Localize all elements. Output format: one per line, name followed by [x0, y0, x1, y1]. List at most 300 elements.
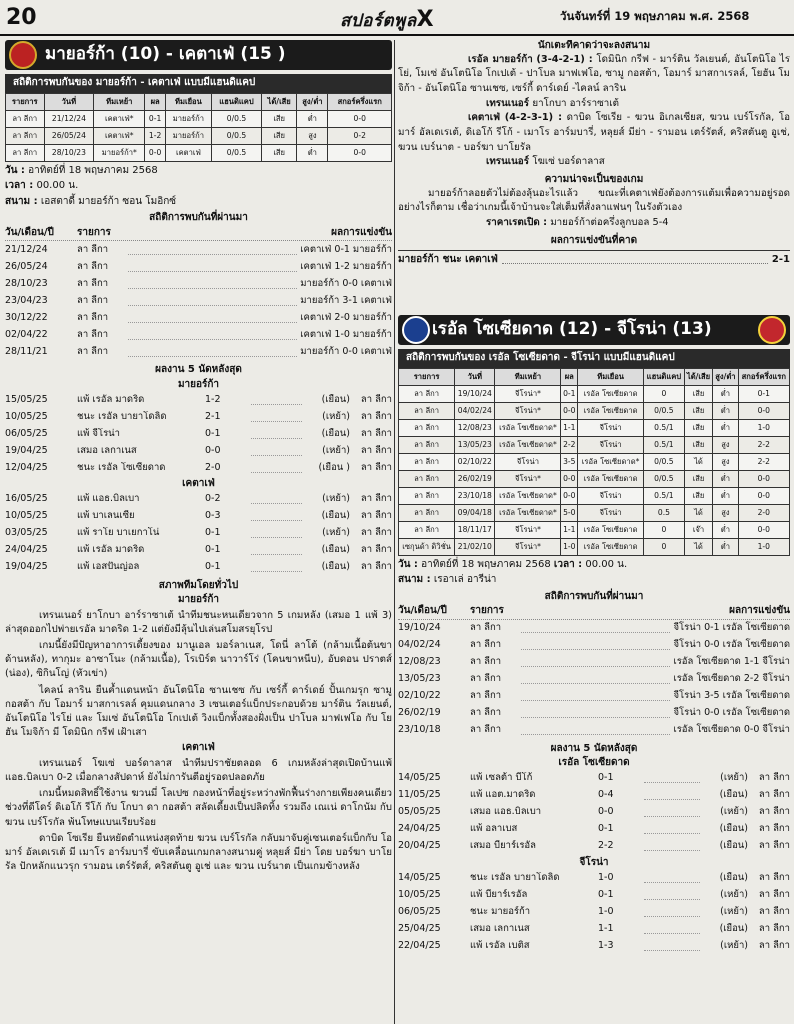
match-banner-sociedad-girona [398, 315, 790, 345]
form-row [5, 391, 392, 408]
h2h-row [5, 309, 392, 326]
h2h-date: 28/11/21 [5, 345, 48, 357]
table-cell: มายอร์ก้า [165, 127, 211, 144]
form-row [398, 838, 790, 855]
overview-paragraph: เทรนเนอร์ โฆเซ่ บอร์ดาลาส นำทีมปราชัยตลอด 6 เกมหลังล่าสุดเปิดบ้านแพ้ แอธ.บิลเบา 0-2 เมื่อกลางสัปดาห์ ยังไม่การันตีอยู่รอดปลอดภัย [5, 757, 392, 784]
form-date: 06/05/25 [398, 905, 441, 917]
form-score: 2-2 [598, 840, 614, 852]
table-cell: 0-0 [561, 470, 578, 487]
table-cell: 0-0 [561, 487, 578, 504]
table-cell: 1-2 [145, 127, 166, 144]
table-header-cell: รายการ [399, 368, 455, 385]
table-cell: เรอัล โซเซียดาด* [495, 419, 561, 436]
table-row [399, 453, 790, 470]
h2h-dots [521, 691, 670, 701]
form-opponent: เสมอ แอธ.บิลเบา [470, 806, 542, 818]
h2h-result: เรอัล โซเซียดาด 0-0 จีโรน่า [673, 724, 790, 736]
h2h-row [398, 722, 790, 739]
table-cell: 0.5/1 [644, 436, 685, 453]
h2h-dots [521, 708, 670, 718]
form-opponent: แพ้ แอต.มาดริด [470, 789, 536, 801]
h2h-date: 26/02/19 [398, 707, 441, 719]
handicap-table-title: สถิติการพบกันของ มายอร์ก้า - เคตาเฟ่ แบบมีแฮนดิแคป [5, 74, 392, 93]
table-cell: ต่ำ [297, 110, 328, 127]
h2h-row [398, 705, 790, 722]
table-cell: 23/10/18 [455, 487, 495, 504]
form-team-sociedad: เรอัล โซเซียดาด [558, 757, 630, 768]
form-score: 1-3 [598, 939, 614, 951]
away-trainer: เทรนเนอร์ โฆเซ่ บอร์ดาลาส [486, 156, 605, 168]
h2h-dots [128, 296, 297, 306]
h2h-dots [521, 725, 670, 735]
h2h-date: 23/04/23 [5, 294, 48, 306]
form-competition: ลา ลีกา [758, 922, 790, 934]
h2h-date: 30/12/22 [5, 311, 48, 323]
form-row [5, 408, 392, 425]
match-date-time: วัน : อาทิตย์ที่ 18 พฤษภาคม 2568 เวลา : 00.00 น. [398, 558, 628, 570]
form-score: 0-1 [598, 823, 614, 835]
table-cell: 1-0 [738, 419, 789, 436]
table-cell: ลา ลีกา [399, 487, 455, 504]
table-cell: 0/0.5 [644, 470, 685, 487]
lineup-title: นักเตะที่คาดว่าจะลงสนาม [537, 40, 651, 51]
form-venue: (เยือน) [321, 427, 350, 439]
match-title: เรอัล โซเซียดาด (12) - จีโรน่า (13) [432, 319, 712, 340]
form-list-getafe [5, 491, 392, 576]
right-column [398, 40, 790, 1024]
form-competition: ลา ลีกา [360, 544, 392, 556]
form-date: 20/04/25 [398, 840, 441, 852]
form-venue: (เยือน) [321, 393, 350, 405]
h2h-row [5, 275, 392, 292]
match-date: วัน : อาทิตย์ที่ 18 พฤษภาคม 2568 [5, 164, 158, 176]
table-cell: 0-0 [328, 144, 392, 161]
table-cell: ต่ำ [713, 487, 738, 504]
table-cell: ต่ำ [713, 402, 738, 419]
form-dots [644, 873, 700, 883]
table-cell: 1-0 [738, 538, 789, 555]
table-cell: มายอร์ก้า* [94, 144, 145, 161]
table-cell: มายอร์ก้า [165, 110, 211, 127]
overview-paragraph: ดาบิด โซเรีย ยืนหยัดตำแหน่งสุดท้าย ฆวน เบร์โรกัล กลับมาจับคู่เซนเตอร์แบ็กกับ โอมาร์ อัลเดเรเต้ มี เมาโร อาร์มบารี่ ขับเคลื่อนเกมกลางสนามคู่ หลุยส์ มีย่า โดย บอร์ฆา บาโยรัล ปักหลักแนวรุก รามอน เตร์รัตส์, คริสตันตู อูเช่ และ ฆวน เบร์นาต เป็นเกมข้างหลัง [5, 832, 392, 873]
table-cell: เรอัล โซเซียดาด [578, 402, 644, 419]
h2h-list [5, 241, 392, 360]
table-cell: จีโรน่า* [495, 538, 561, 555]
table-header-row [6, 93, 392, 110]
h2h-result: เคตาเฟ่ 1-0 มายอร์ก้า [300, 328, 392, 340]
h2h-title: สถิติการพบกันที่ผ่านมา [149, 212, 248, 223]
form-list-sociedad [398, 770, 790, 855]
table-cell: จีโรน่า [578, 487, 644, 504]
prediction-score: 2-1 [771, 254, 790, 266]
table-row [399, 419, 790, 436]
form-date: 24/04/25 [5, 544, 48, 556]
form-row [398, 804, 790, 821]
left-column [5, 40, 392, 1024]
table-cell: 21/12/24 [44, 110, 94, 127]
form-dots [644, 773, 700, 783]
table-cell: เรอัล โซเซียดาด [578, 521, 644, 538]
h2h-date: 12/08/23 [398, 656, 441, 668]
possibility-title: ความน่าจะเป็นของเกม [544, 174, 644, 185]
match-banner-mallorca-getafe [5, 40, 392, 70]
h2h-competition: ลา ลีกา [470, 639, 502, 651]
table-cell: 0.5 [644, 504, 685, 521]
table-cell: 12/08/23 [455, 419, 495, 436]
h2h-date: 26/05/24 [5, 260, 48, 272]
table-cell: 0/0.5 [211, 110, 261, 127]
table-cell: 21/02/10 [455, 538, 495, 555]
form-competition: ลา ลีกา [360, 427, 392, 439]
table-cell: 1-1 [561, 419, 578, 436]
table-cell: 2-0 [738, 504, 789, 521]
form-title: ผลงาน 5 นัดหลังสุด [155, 364, 242, 375]
table-cell: 2-2 [738, 436, 789, 453]
table-row [399, 385, 790, 402]
form-date: 19/04/25 [5, 561, 48, 573]
table-cell: เรอัล โซเซียดาด [578, 538, 644, 555]
table-cell: จีโรน่า [578, 504, 644, 521]
form-date: 12/04/25 [5, 461, 48, 473]
form-opponent: เสมอ บียาร์เรอัล [470, 840, 536, 852]
form-score: 0-1 [598, 772, 614, 784]
h2h-competition: ลา ลีกา [470, 656, 502, 668]
table-cell: 1-0 [561, 538, 578, 555]
form-row [5, 491, 392, 508]
table-header-cell: ทีมเหย้า [94, 93, 145, 110]
form-venue: (เยือน) [321, 544, 350, 556]
h2h-date: 19/10/24 [398, 622, 441, 634]
table-cell: 0-1 [738, 385, 789, 402]
h2h-competition: ลา ลีกา [470, 622, 502, 634]
form-opponent: แพ้ เรอัล เบติส [470, 939, 530, 951]
form-dots [251, 429, 302, 439]
table-row [6, 110, 392, 127]
table-cell: 19/10/24 [455, 385, 495, 402]
form-score: 0-1 [205, 527, 221, 539]
form-score: 1-1 [598, 922, 614, 934]
table-row [6, 127, 392, 144]
h2h-dots [128, 245, 297, 255]
overview-team-getafe: เคตาเฟ่ [182, 742, 215, 754]
form-venue: (เยือน) [321, 510, 350, 522]
h2h-competition: ลา ลีกา [77, 328, 109, 340]
form-competition: ลา ลีกา [758, 840, 790, 852]
form-competition: ลา ลีกา [758, 905, 790, 917]
form-dots [644, 807, 700, 817]
table-cell: 5-0 [561, 504, 578, 521]
form-date: 24/04/25 [398, 823, 441, 835]
h2h-header: วัน/เดือน/ปี รายการ ผลการแข่งขัน [5, 227, 392, 242]
form-score: 1-0 [598, 905, 614, 917]
opening-odds: ราคาเรตเปิด : มายอร์ก้าต่อครึ่งลูกบอล 5-4 [486, 216, 669, 228]
overview-paragraph: เกมนี้หมดสิทธิ์ใช้งาน ฆวนมี่ โลเปซ กองหน้าที่อยู่ระหว่างพักฟื้นร่างกายเพียงคนเดียว ช่วงที่ดีโดร์ ดิเอโก้ รีโก้ กับ โกบา ดา กอสต้า สลัดเดี้ยงเป็นปลิดทิ้ง รวมถึง เณเน่ ดาโกนัม กับ ฆวน เบร์โรกัล พ้นโทษแบนเรียบร้อย [5, 788, 392, 828]
column-divider [394, 40, 395, 1024]
table-row [399, 470, 790, 487]
match-venue: สนาม : เอสตาดี้ มายอร์ก้า ซอน โมอิกซ์ [5, 195, 177, 207]
form-opponent: แพ้ แอธ.บิลเบา [77, 493, 140, 505]
table-cell: ได้ [684, 453, 712, 470]
form-date: 19/04/25 [5, 444, 48, 456]
h2h-result: เคตาเฟ่ 0-1 มายอร์ก้า [300, 243, 392, 255]
form-dots [251, 528, 302, 538]
form-venue: (เหย้า) [322, 444, 350, 456]
table-cell: เสีย [684, 487, 712, 504]
brand-name: สปอร์ตพูล [340, 11, 417, 31]
form-dots [644, 824, 700, 834]
h2h-result: จีโรน่า 3-5 เรอัล โซเซียดาด [673, 690, 790, 702]
form-opponent: ชนะ เรอัล บายาโดลิด [470, 871, 560, 883]
table-row [6, 144, 392, 161]
prediction-row [398, 250, 790, 267]
table-row [399, 504, 790, 521]
table-header-row [399, 368, 790, 385]
table-cell: ลา ลีกา [399, 504, 455, 521]
table-cell: ต่ำ [713, 538, 738, 555]
form-row [398, 770, 790, 787]
table-cell: จีโรน่า* [495, 402, 561, 419]
form-dots [644, 907, 700, 917]
h2h-competition: ลา ลีกา [77, 311, 109, 323]
table-row [399, 538, 790, 555]
h2h-header: วัน/เดือน/ปี รายการ ผลการแข่งขัน [398, 605, 790, 620]
prediction-text: มายอร์ก้า ชนะ เคตาเฟ่ [398, 254, 498, 266]
handicap-table [398, 368, 790, 556]
table-cell: สูง [713, 453, 738, 470]
form-row [398, 886, 790, 903]
table-cell: จีโรน่า [578, 419, 644, 436]
form-dots [251, 545, 302, 555]
table-cell: สูง [713, 504, 738, 521]
form-opponent: ชนะ มายอร์ก้า [470, 905, 531, 917]
table-cell: ได้ [684, 504, 712, 521]
h2h-date: 02/10/22 [398, 690, 441, 702]
table-cell: 0 [644, 521, 685, 538]
table-cell: เจ๊า [684, 521, 712, 538]
form-list-mallorca [5, 391, 392, 476]
form-opponent: แพ้ บียาร์เรอัล [470, 888, 528, 900]
h2h-dots [128, 279, 297, 289]
table-cell: จีโรน่า* [495, 385, 561, 402]
table-cell: 09/04/18 [455, 504, 495, 521]
form-score: 0-1 [598, 888, 614, 900]
h2h-row [5, 292, 392, 309]
h2h-result: มายอร์ก้า 0-0 เคตาเฟ่ [300, 345, 392, 357]
form-venue: (เยือน) [719, 823, 748, 835]
table-row [399, 402, 790, 419]
h2h-dots [521, 674, 670, 684]
form-competition: ลา ลีกา [758, 888, 790, 900]
form-venue: (เหย้า) [720, 939, 748, 951]
form-venue: (เหย้า) [322, 410, 350, 422]
h2h-competition: ลา ลีกา [470, 724, 502, 736]
form-score: 0-0 [598, 806, 614, 818]
form-competition: ลา ลีกา [360, 561, 392, 573]
form-row [5, 559, 392, 576]
form-competition: ลา ลีกา [758, 939, 790, 951]
table-cell: เรอัล โซเซียดาด* [495, 487, 561, 504]
table-cell: จีโรน่า* [495, 470, 561, 487]
h2h-row [5, 326, 392, 343]
sociedad-crest-icon [402, 316, 430, 344]
table-cell: ลา ลีกา [399, 470, 455, 487]
h2h-dots [521, 640, 670, 650]
form-row [398, 787, 790, 804]
form-score: 0-1 [205, 427, 221, 439]
table-cell: เรอัล โซเซียดาด [578, 385, 644, 402]
table-cell: 0-1 [561, 385, 578, 402]
h2h-title: สถิติการพบกันที่ผ่านมา [544, 590, 644, 602]
table-cell: 0-0 [738, 521, 789, 538]
table-cell: 0-0 [738, 402, 789, 419]
form-date: 10/05/25 [398, 888, 441, 900]
h2h-competition: ลา ลีกา [470, 690, 502, 702]
form-venue: (เยือน) [719, 789, 748, 801]
form-score: 1-0 [598, 871, 614, 883]
form-competition: ลา ลีกา [758, 871, 790, 883]
overview-paragraph: เทรนเนอร์ ยาโกบา อาร์ราซาเต้ นำทีมชนะหนเดียวจาก 5 เกมหลัง (เสมอ 1 แพ้ 3) ล่าสุดออกไปพ่ายเรอัล มาดริด 1-2 แต่ยังมีลุ้นไปเล่นสโมสรยุโรป [5, 609, 392, 635]
form-venue: (เหย้า) [720, 905, 748, 917]
table-cell: ลา ลีกา [6, 110, 45, 127]
overview-title: สภาพทีมโดยทั่วไป [158, 579, 239, 591]
form-venue: (เหย้า) [720, 806, 748, 818]
form-score: 0-4 [598, 789, 614, 801]
form-dots [644, 924, 700, 934]
form-date: 10/05/25 [5, 410, 48, 422]
table-header-cell: สกอร์ครึ่งแรก [738, 368, 789, 385]
table-cell: ลา ลีกา [399, 453, 455, 470]
table-cell: ลา ลีกา [6, 144, 45, 161]
table-row [399, 436, 790, 453]
table-cell: เสีย [684, 402, 712, 419]
form-row [398, 903, 790, 920]
table-cell: สูง [713, 436, 738, 453]
h2h-row [5, 241, 392, 258]
overview-paragraph: ไคลน์ ลาริน ยืนค้ำแดนหน้า อันโตนิโอ ซานเชซ กับ เซร์กี้ ดาร์เดย์ ปั้นเกมรุก ซามู กอสต้า กับ โอมาร์ มาสกาเรลล์ คุมแดนกลาง 3 เซนเตอร์แบ็กประกอบด้วย มาร์ติน วัลเยนต์, อันโตนิโอ ไรโย่ และ โมเซ่ อันโตนิโอ โกเปเต้ วิงแบ็กทั้งสองฝั่งเป็น ปาโบล มาฟเฟโอ กับ โยฮัน โมจิก้า มี โดมินิก กรีฟ เฝ้าเสา [5, 684, 392, 739]
form-dots [644, 841, 700, 851]
form-list-girona [398, 869, 790, 954]
h2h-row [398, 620, 790, 637]
h2h-result: เรอัล โซเซียดาด 2-2 จีโรน่า [673, 673, 790, 685]
table-cell: 0/0.5 [644, 402, 685, 419]
table-header-cell: แฮนดิแคป [211, 93, 261, 110]
h2h-dots [128, 330, 297, 340]
h2h-date: 02/04/22 [5, 328, 48, 340]
form-opponent: แพ้ จีโรน่า [77, 427, 121, 439]
h2h-competition: ลา ลีกา [470, 673, 502, 685]
form-date: 25/04/25 [398, 922, 441, 934]
form-venue: (เยือน) [719, 922, 748, 934]
table-header-cell: ผล [561, 368, 578, 385]
table-cell: ต่ำ [713, 470, 738, 487]
table-cell: เคตาเฟ่ [165, 144, 211, 161]
h2h-competition: ลา ลีกา [77, 277, 109, 289]
table-cell: เสีย [262, 110, 297, 127]
table-cell: ลา ลีกา [399, 436, 455, 453]
form-dots [644, 790, 700, 800]
h2h-competition: ลา ลีกา [77, 260, 109, 272]
form-team-getafe: เคตาเฟ่ [182, 478, 215, 489]
table-cell: เสีย [262, 144, 297, 161]
table-cell: เสีย [684, 470, 712, 487]
table-cell: 0/0.5 [211, 144, 261, 161]
match-block-sociedad-girona [398, 315, 790, 954]
form-score: 2-1 [205, 410, 221, 422]
handicap-table-title: สถิติการพบกันของ เรอัล โซเซียดาด - จีโรน่า แบบมีแฮนดิแคป [398, 349, 790, 368]
form-opponent: แพ้ เซลต้า บีโก้ [470, 772, 533, 784]
h2h-date: 21/12/24 [5, 243, 48, 255]
match-time: เวลา : 00.00 น. [5, 180, 79, 191]
form-opponent: แพ้ เอสปันญ่อล [77, 561, 140, 573]
h2h-result: มายอร์ก้า 3-1 เคตาเฟ่ [300, 294, 392, 306]
h2h-result: เคตาเฟ่ 2-0 มายอร์ก้า [300, 311, 392, 323]
table-cell: เสีย [262, 127, 297, 144]
table-header-cell: วันที่ [455, 368, 495, 385]
form-venue: (เยือน ) [318, 461, 350, 473]
home-trainer: เทรนเนอร์ ยาโกบา อาร์ราซาเต้ [486, 97, 619, 109]
away-lineup: เคตาเฟ่ (4-2-3-1) : ดาบิด โซเรีย - ฆวน อิเกลเซียส, ฆวน เบร์โรกัล, โอมาร์ อัลเดเรเต้, ดิเอโก้ รีโก้ - เมาโร อาร์มบารี่, หลุยส์ มีย่า - รามอน เตร์รัตส์, คริสตันตู อูเช่, ฆวน เบร์นาต - บอร์ฆา บาโยรัล [398, 112, 790, 153]
form-score: 0-3 [205, 510, 221, 522]
home-lineup: เรอัล มายอร์ก้า (3-4-2-1) : โดมินิก กรีฟ - มาร์ติน วัลเยนต์, อันโตนิโอ ไรโย่, โมเซ่ อันโตนิโอ โกเปเต้ - ปาโบล มาฟเฟโอ, ซามู กอสต้า, โอมาร์ มาสกาเรลล์, โยฮัน โมจิก้า - อันโตนิโอ ซานเชซ, เซร์กี้ ดาร์เดย์ -ไคลน์ ลาริน [398, 53, 790, 94]
form-score: 0-1 [205, 544, 221, 556]
table-cell: 0-2 [328, 127, 392, 144]
form-dots [251, 446, 302, 456]
form-opponent: เสมอ เลกาเนส [77, 444, 137, 456]
form-competition: ลา ลีกา [758, 772, 790, 784]
table-cell: 0-0 [738, 470, 789, 487]
form-dots [251, 412, 302, 422]
form-dots [251, 562, 302, 572]
table-cell: 02/10/22 [455, 453, 495, 470]
table-row [399, 487, 790, 504]
form-opponent: แพ้ เรอัล มาดริด [77, 544, 145, 556]
form-date: 05/05/25 [398, 806, 441, 818]
h2h-date: 28/10/23 [5, 277, 48, 289]
h2h-dots [521, 657, 670, 667]
form-row [398, 869, 790, 886]
h2h-competition: ลา ลีกา [470, 707, 502, 719]
h2h-competition: ลา ลีกา [77, 243, 109, 255]
table-header-cell: ได้/เสีย [262, 93, 297, 110]
table-header-cell: ทีมเหย้า [495, 368, 561, 385]
form-venue: (เยือน) [719, 840, 748, 852]
form-score: 2-0 [205, 461, 221, 473]
h2h-row [398, 654, 790, 671]
table-header-cell: สูง/ต่ำ [297, 93, 328, 110]
table-cell: ลา ลีกา [399, 402, 455, 419]
table-cell: ต่ำ [713, 419, 738, 436]
table-cell: 2-2 [738, 453, 789, 470]
table-cell: 0-0 [561, 402, 578, 419]
table-cell: ต่ำ [713, 385, 738, 402]
form-competition: ลา ลีกา [758, 789, 790, 801]
form-score: 1-2 [205, 393, 221, 405]
page-header [0, 0, 794, 36]
table-cell: 26/02/19 [455, 470, 495, 487]
h2h-date: 23/10/18 [398, 724, 441, 736]
handicap-table [5, 93, 392, 162]
table-cell: 18/11/17 [455, 521, 495, 538]
table-cell: 13/05/23 [455, 436, 495, 453]
table-header-cell: แฮนดิแคป [644, 368, 685, 385]
h2h-result: จีโรน่า 0-1 เรอัล โซเซียดาด [673, 622, 790, 634]
form-row [398, 821, 790, 838]
table-cell: 2-2 [561, 436, 578, 453]
table-cell: 0-1 [145, 110, 166, 127]
table-cell: เรอัล โซเซียดาด* [495, 504, 561, 521]
form-opponent: ชนะ เรอัล บายาโดลิด [77, 410, 167, 422]
form-competition: ลา ลีกา [360, 493, 392, 505]
